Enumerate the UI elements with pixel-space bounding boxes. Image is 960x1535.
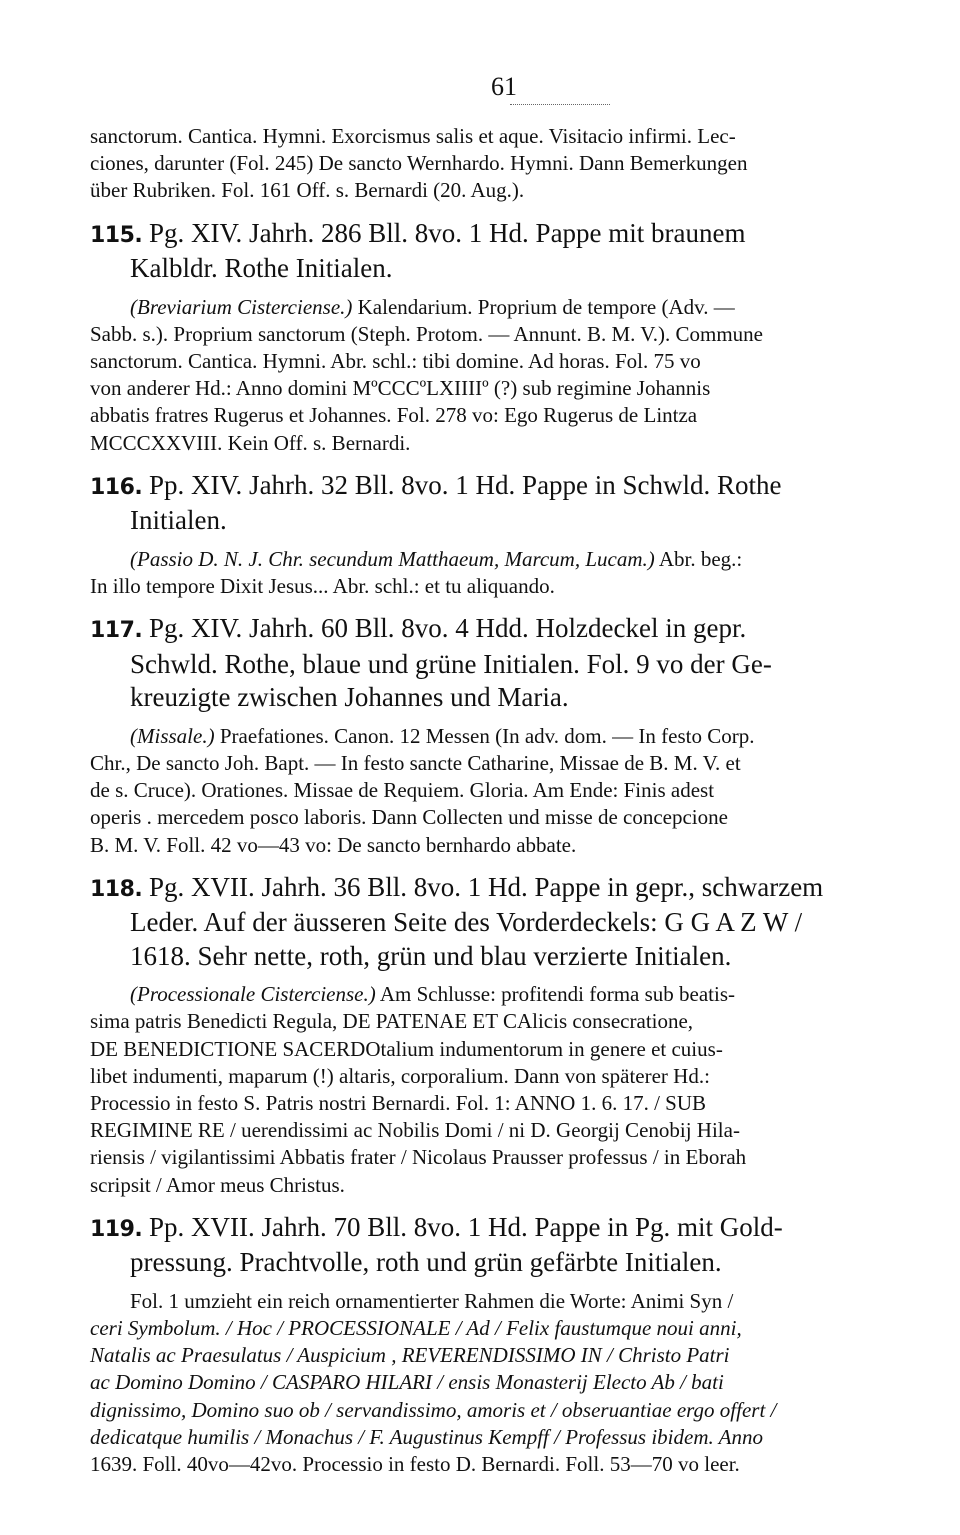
desc-line: Abr. beg.: xyxy=(658,546,743,571)
desc-line: Am Schlusse: profitendi forma sub beatis- xyxy=(379,982,735,1007)
desc-line: dignissimo, Domino suo ob / servandissimo, amoris et / obseruantiae ergo offert / xyxy=(90,1397,777,1422)
desc-line: Kalendarium. Proprium de tempore (Adv. — xyxy=(357,294,735,319)
entry-description xyxy=(90,294,878,457)
entry-heading-line: kreuzigte zwischen Johannes und Maria. xyxy=(130,682,569,713)
entry-heading-line: Pp. XIV. Jahrh. 32 Bll. 8vo. 1 Hd. Pappe in Schwld. Rothe xyxy=(149,469,782,500)
entry-title: (Processionale Cisterciense.) xyxy=(130,982,376,1007)
page-number: 61 xyxy=(491,72,517,101)
entry-heading-line: Initialen. xyxy=(130,505,227,536)
intro-line: über Rubriken. Fol. 161 Off. s. Bernardi (20. Aug.). xyxy=(90,178,525,203)
entry-heading-line: 1618. Sehr nette, roth, grün und blau verzierte Initialen. xyxy=(130,940,732,971)
entry-number: 117. xyxy=(90,618,143,644)
desc-line: B. M. V. Foll. 42 vo—43 vo: De sancto bernhardo abbate. xyxy=(90,832,577,857)
entry-heading xyxy=(90,469,878,538)
entry-heading-line: Pp. XVII. Jahrh. 70 Bll. 8vo. 1 Hd. Pappe in Pg. mit Gold- xyxy=(149,1211,783,1242)
desc-line: operis . mercedem posco laboris. Dann Collecten und misse de concepcione xyxy=(90,805,728,830)
entry-number: 115. xyxy=(90,222,143,248)
desc-line: riensis / vigilantissimi Abbatis frater / Nicolaus Prausser professus / in Eborah xyxy=(90,1145,747,1170)
entry-heading xyxy=(90,217,878,286)
desc-line: REGIMINE RE / uerendissimi ac Nobilis Domi / ni D. Georgij Cenobij Hila- xyxy=(90,1118,740,1143)
desc-line: In illo tempore Dixit Jesus... Abr. schl.: et tu aliquando. xyxy=(90,574,555,599)
desc-line: von anderer Hd.: Anno domini MºCCCºLXIIIIº (?) sub regimine Johannis xyxy=(90,376,711,401)
desc-line: scripsit / Amor meus Christus. xyxy=(90,1172,345,1197)
desc-line: ceri Symbolum. / Hoc / PROCESSIONALE / Ad / Felix faustumque noui anni, xyxy=(90,1316,742,1341)
entry-description xyxy=(90,546,878,600)
entry-number: 118. xyxy=(90,876,143,902)
entry-description xyxy=(90,1288,878,1478)
desc-line: Natalis ac Praesulatus / Auspicium , REVERENDISSIMO IN / Christo Patri xyxy=(90,1343,730,1368)
desc-line: Chr., De sancto Joh. Bapt. — In festo sancte Catharine, Missae de B. M. V. et xyxy=(90,750,741,775)
desc-line: 1639. Foll. 40vo—42vo. Processio in festo D. Bernardi. Foll. 53—70 vo leer. xyxy=(90,1452,740,1477)
desc-line: DE BENEDICTIONE SACERDOtalium indumentorum in genere et cuius- xyxy=(90,1036,723,1061)
entry-heading xyxy=(90,1211,878,1280)
desc-line: Processio in festo S. Patris nostri Bernardi. Fol. 1: ANNO 1. 6. 17. / SUB xyxy=(90,1091,707,1116)
desc-line: Praefationes. Canon. 12 Messen (In adv. dom. — In festo Corp. xyxy=(219,723,755,748)
catalog-entry-115 xyxy=(90,217,878,457)
entry-heading-line: Pg. XIV. Jahrh. 60 Bll. 8vo. 4 Hdd. Holzdeckel in gepr. xyxy=(149,613,747,644)
desc-line: abbatis fratres Rugerus et Johannes. Fol. 278 vo: Ego Rugerus de Lintza xyxy=(90,403,698,428)
intro-paragraph xyxy=(90,123,878,205)
desc-line: sanctorum. Cantica. Hymni. Abr. schl.: tibi domine. Ad horas. Fol. 75 vo xyxy=(90,349,701,374)
entry-heading-line: Leder. Auf der äusseren Seite des Vorderdeckels: G G A Z W / xyxy=(130,907,803,938)
page-number-rule xyxy=(510,104,610,105)
desc-line: Fol. 1 umzieht ein reich ornamentierter Rahmen die Worte: Animi Syn / xyxy=(130,1288,734,1313)
entry-heading xyxy=(90,612,878,715)
entry-description xyxy=(90,981,878,1199)
catalog-entry-117 xyxy=(90,612,878,859)
entry-title: (Breviarium Cisterciense.) xyxy=(130,294,353,319)
entry-number: 116. xyxy=(90,474,143,500)
entry-heading-line: Pg. XIV. Jahrh. 286 Bll. 8vo. 1 Hd. Pappe mit braunem xyxy=(149,217,746,248)
desc-line: MCCCXXVIII. Kein Off. s. Bernardi. xyxy=(90,430,411,455)
catalog-entry-119 xyxy=(90,1211,878,1478)
desc-line: ac Domino Domino / CASPARO HILARI / ensis Monasterij Electo Ab / bati xyxy=(90,1370,724,1395)
entry-heading xyxy=(90,871,878,974)
desc-line: libet indumenti, maparum (!) altaris, corporalium. Dann von späterer Hd.: xyxy=(90,1063,710,1088)
entry-heading-line: Pg. XVII. Jahrh. 36 Bll. 8vo. 1 Hd. Pappe in gepr., schwarzem xyxy=(149,871,824,902)
entry-title: (Missale.) xyxy=(130,723,215,748)
entry-description xyxy=(90,723,878,859)
intro-line: sanctorum. Cantica. Hymni. Exorcismus salis et aque. Visitacio infirmi. Lec- xyxy=(90,124,736,148)
catalog-entry-118 xyxy=(90,871,878,1199)
desc-line: Sabb. s.). Proprium sanctorum (Steph. Protom. — Annunt. B. M. V.). Commune xyxy=(90,321,763,346)
entry-heading-line: pressung. Prachtvolle, roth und grün gefärbte Initialen. xyxy=(130,1247,722,1278)
desc-line: sima patris Benedicti Regula, DE PATENAE ET CAlicis consecratione, xyxy=(90,1009,694,1034)
entry-heading-line: Schwld. Rothe, blaue und grüne Initialen. Fol. 9 vo der Ge- xyxy=(130,648,772,679)
entry-number: 119. xyxy=(90,1216,143,1242)
desc-line: dedicatque humilis / Monachus / F. Augustinus Kempff / Professus ibidem. Anno xyxy=(90,1424,763,1449)
desc-line: de s. Cruce). Orationes. Missae de Requiem. Gloria. Am Ende: Finis adest xyxy=(90,778,715,803)
entry-heading-line: Kalbldr. Rothe Initialen. xyxy=(130,253,393,284)
intro-line: ciones, darunter (Fol. 245) De sancto Wernhardo. Hymni. Dann Bemerkungen xyxy=(90,151,748,176)
catalog-entry-116 xyxy=(90,469,878,600)
entry-title: (Passio D. N. J. Chr. secundum Matthaeum, Marcum, Lucam.) xyxy=(130,546,655,571)
